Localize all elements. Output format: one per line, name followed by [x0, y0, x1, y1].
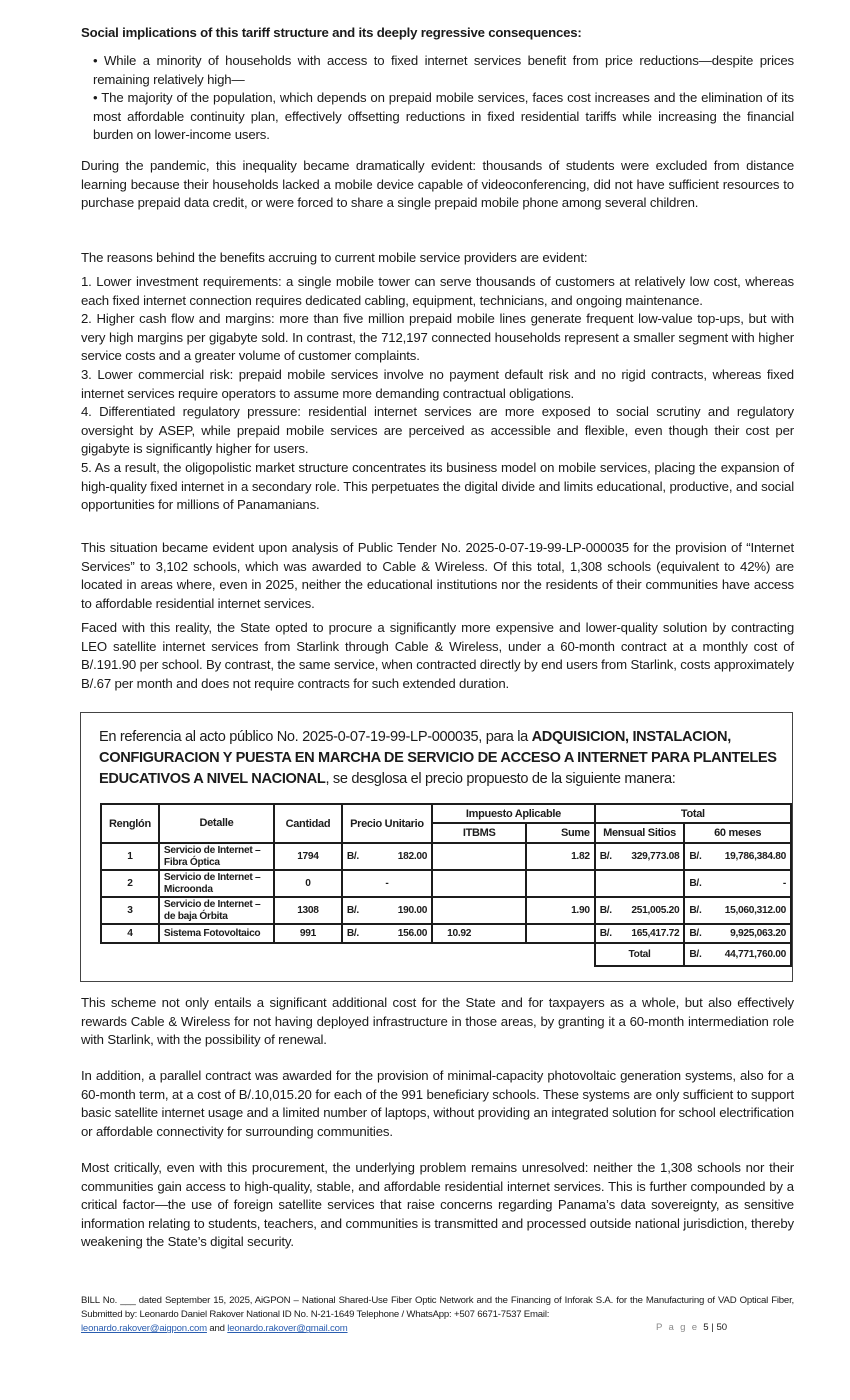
- reason-item: 5. As a result, the oligopolistic market structure concentrates its business model on mobile services, placing the expansion of high-quality fixed internet in a secondary role. This perpetuates the digital divide and limits educational, productive, and social opportunities for millions of Panamanians.: [81, 459, 794, 513]
- table-row: [101, 870, 791, 897]
- total-label: Total: [595, 943, 685, 966]
- paragraph-tender: This situation became evident upon analysis of Public Tender No. 2025-0-07-19-99-LP-000035 for the provision of “Internet Services” to 3,102 schools, which was awarded to Cable & Wireless. Of this total, 1,308 schools (equivalent to 42%) are located in areas where, even in 2025, neither the educational institutions nor the residents of their communities have access to affordable residential internet services.: [81, 540, 794, 611]
- currency-label: B/.: [599, 905, 612, 916]
- page-number: [656, 1322, 727, 1333]
- cell-precio: [342, 924, 432, 943]
- cell-detalle: Servicio de Internet –Microonda: [159, 870, 274, 897]
- currency-label: B/.: [689, 928, 702, 939]
- cell-precio: [342, 843, 432, 870]
- cell-60-meses: [684, 843, 791, 870]
- header-detalle: Detalle: [159, 804, 274, 843]
- cell-60-meses: [684, 924, 791, 943]
- cell-cantidad: 991: [274, 924, 342, 943]
- currency-label: B/.: [599, 851, 612, 862]
- table-row: [101, 924, 791, 943]
- currency-label: B/.: [689, 878, 702, 889]
- amount: 329,773.08: [631, 851, 680, 862]
- cell-sume: 1.90: [526, 897, 594, 924]
- page-count: 5 | 50: [703, 1322, 728, 1333]
- reasons-list: [81, 273, 794, 515]
- footer-and: and: [206, 1323, 228, 1335]
- cell-precio: -: [342, 870, 432, 897]
- amount: 19,786,384.80: [724, 851, 786, 862]
- amount: 182.00: [397, 851, 428, 862]
- currency-label: B/.: [689, 851, 702, 862]
- reason-item: 1. Lower investment requirements: a single mobile tower can serve thousands of customers at relatively low cost, whereas each fixed internet connection requires dedicated cabling, equipment, technicians, and ongoing maintenance.: [81, 274, 794, 308]
- cell-itbms: [432, 843, 526, 870]
- cell-itbms: [432, 897, 526, 924]
- cell-mensual: [595, 843, 685, 870]
- paragraph-starlink: Faced with this reality, the State opted to procure a significantly more expensive and lower-quality solution by contracting LEO satellite internet services from Starlink through Cable & Wireless, under a 60-month contract at a monthly cost of B/.191.90 per school. By contrast, the same service, when contracted directly by end users from Starlink, costs approximately B/.67 per month and does not require contracts for such extended duration.: [81, 620, 794, 691]
- header-cantidad: Cantidad: [274, 804, 342, 843]
- cell-sume: [526, 870, 594, 897]
- header-itbms: ITBMS: [432, 823, 526, 843]
- paragraph-scheme: This scheme not only entails a significant additional cost for the State and for taxpayers as a whole, but also effectively rewards Cable & Wireless for not having deployed infrastructure in those areas, by granting it a 60-month intermediation role with Starlink, with the possibility of renewal.: [81, 995, 794, 1048]
- cell-cantidad: 0: [274, 870, 342, 897]
- amount: 44,771,760.00: [724, 949, 786, 960]
- email-link-gmail[interactable]: leonardo.rakover@gmail.com: [227, 1323, 348, 1335]
- header-60-meses: 60 meses: [684, 823, 791, 843]
- cell-detalle: Sistema Fotovoltaico: [159, 924, 274, 943]
- amount: 15,060,312.00: [724, 905, 786, 916]
- reason-item: 3. Lower commercial risk: prepaid mobile services involve no payment default risk and no rigid contracts, whereas fixed internet services require operators to assume more demanding contractual obligations.: [81, 366, 794, 401]
- blank-cell: [101, 943, 595, 966]
- currency-label: B/.: [346, 905, 359, 916]
- price-table: [100, 803, 792, 967]
- bullet-item: • The majority of the population, which depends on prepaid mobile services, faces cost increases and the elimination of its most affordable continuity plan, effectively offsetting reductions in fixed residential tariffs while increasing the financial burden on lower-income users.: [93, 90, 794, 143]
- header-sume: Sume: [526, 823, 594, 843]
- header-precio-unitario: Precio Unitario: [342, 804, 432, 843]
- amount: 165,417.72: [631, 928, 680, 939]
- paragraph-reasons-intro: The reasons behind the benefits accruing to current mobile service providers are evident:: [81, 250, 588, 265]
- bullet-item: • While a minority of households with access to fixed internet services benefit from price reductions—despite prices remaining relatively high—: [93, 53, 794, 87]
- header-total: Total: [595, 804, 791, 823]
- figure-intro-text: , se desglosa el precio propuesto de la siguiente manera:: [325, 771, 676, 787]
- table-row: [101, 897, 791, 924]
- figure-intro: [99, 727, 779, 790]
- paragraph-pandemic: During the pandemic, this inequality became dramatically evident: thousands of students were excluded from distance learning because their households lacked a mobile device capable of videoconferencing, did not have sufficient resources to purchase prepaid data credit, or were forced to share a single prepaid mobile phone among several children.: [81, 158, 794, 211]
- footer-text: BILL No. ___ dated September 15, 2025, AiGPON – National Shared-Use Fiber Optic Network and the Financing of Inforak S.A. for the Manufacturing of VAD Optical Fiber, Submitted by: Leonardo Daniel Rakover National ID No. N-21-1649 Telephone / WhatsApp: +507 6671-7537 Email:: [81, 1295, 794, 1321]
- section-heading: Social implications of this tariff structure and its deeply regressive consequences:: [81, 25, 582, 40]
- paragraph-critical: Most critically, even with this procurement, the underlying problem remains unresolved: neither the 1,308 schools nor their communities gain access to high-quality, stable, and affordable residential internet services. This is further compounded by a critical factor—the use of foreign satellite services that raise concerns regarding Panama’s data sovereignty, as sensitive information relating to students, teachers, and communities is transmitted and processed outside national jurisdiction, thereby weakening the State’s digital security.: [81, 1160, 794, 1250]
- total-value: [684, 943, 791, 966]
- currency-label: B/.: [346, 851, 359, 862]
- amount: -: [782, 878, 786, 889]
- cell-renglon: 1: [101, 843, 159, 870]
- cell-renglon: 2: [101, 870, 159, 897]
- cell-cantidad: 1308: [274, 897, 342, 924]
- cell-mensual: [595, 924, 685, 943]
- cell-sume: 1.82: [526, 843, 594, 870]
- total-row: [101, 943, 791, 966]
- cell-60-meses: [684, 870, 791, 897]
- amount: 251,005.20: [631, 905, 680, 916]
- amount: 190.00: [397, 905, 428, 916]
- currency-label: B/.: [599, 928, 612, 939]
- cell-mensual: [595, 897, 685, 924]
- cell-renglon: 3: [101, 897, 159, 924]
- cell-itbms: [432, 870, 526, 897]
- header-impuesto: Impuesto Aplicable: [432, 804, 595, 823]
- cell-cantidad: 1794: [274, 843, 342, 870]
- figure-intro-bold: ADQUISICION, INSTALACION, CONFIGURACION Y PUESTA EN MARCHA DE SERVICIO DE ACCESO A INTERNET PARA PLANTELES EDUCATIVOS A NIVEL NACIONAL: [99, 729, 777, 787]
- reason-item: 2. Higher cash flow and margins: more than five million prepaid mobile lines generate frequent low-value top-ups, but with very high margins per gigabyte sold. In contrast, the 712,197 connected households represent a smaller segment with higher service costs and a greater volume of customer complaints.: [81, 311, 794, 364]
- amount: 9,925,063.20: [730, 928, 786, 939]
- paragraph-photovoltaic: In addition, a parallel contract was awarded for the provision of minimal-capacity photovoltaic generation systems, also for a 60-month term, at a cost of B/.10,015.20 for each of the 991 beneficiary schools. These systems are only sufficient to support basic satellite internet usage and a limited number of laptops, without providing an integrated solution for school electrification or affordable connectivity for surrounding communities.: [81, 1068, 794, 1139]
- email-link-aigpon[interactable]: leonardo.rakover@aigpon.com: [81, 1323, 207, 1335]
- cell-detalle: Servicio de Internet –de baja Órbita: [159, 897, 274, 924]
- bullet-list: [93, 52, 794, 145]
- currency-label: B/.: [689, 905, 702, 916]
- cell-60-meses: [684, 897, 791, 924]
- cell-sume: [526, 924, 594, 943]
- amount: 156.00: [397, 928, 428, 939]
- header-renglon: Renglón: [101, 804, 159, 843]
- cell-itbms: 10.92: [432, 924, 526, 943]
- cell-mensual: [595, 870, 685, 897]
- page-label: P a g e: [656, 1322, 704, 1333]
- tender-price-figure: [80, 712, 793, 982]
- cell-renglon: 4: [101, 924, 159, 943]
- currency-label: B/.: [346, 928, 359, 939]
- cell-precio: [342, 897, 432, 924]
- currency-label: B/.: [689, 949, 702, 960]
- header-mensual: Mensual Sitios: [595, 823, 685, 843]
- reason-item: 4. Differentiated regulatory pressure: residential internet services are more exposed to social scrutiny and regulatory oversight by ASEP, while prepaid mobile services are perceived as accessible and flexible, even though their cost per gigabyte is significantly higher for users.: [81, 404, 794, 457]
- figure-intro-text: En referencia al acto público No. 2025-0-07-19-99-LP-000035, para la: [99, 729, 532, 745]
- table-row: [101, 843, 791, 870]
- cell-detalle: Servicio de Internet – Fibra Óptica: [159, 843, 274, 870]
